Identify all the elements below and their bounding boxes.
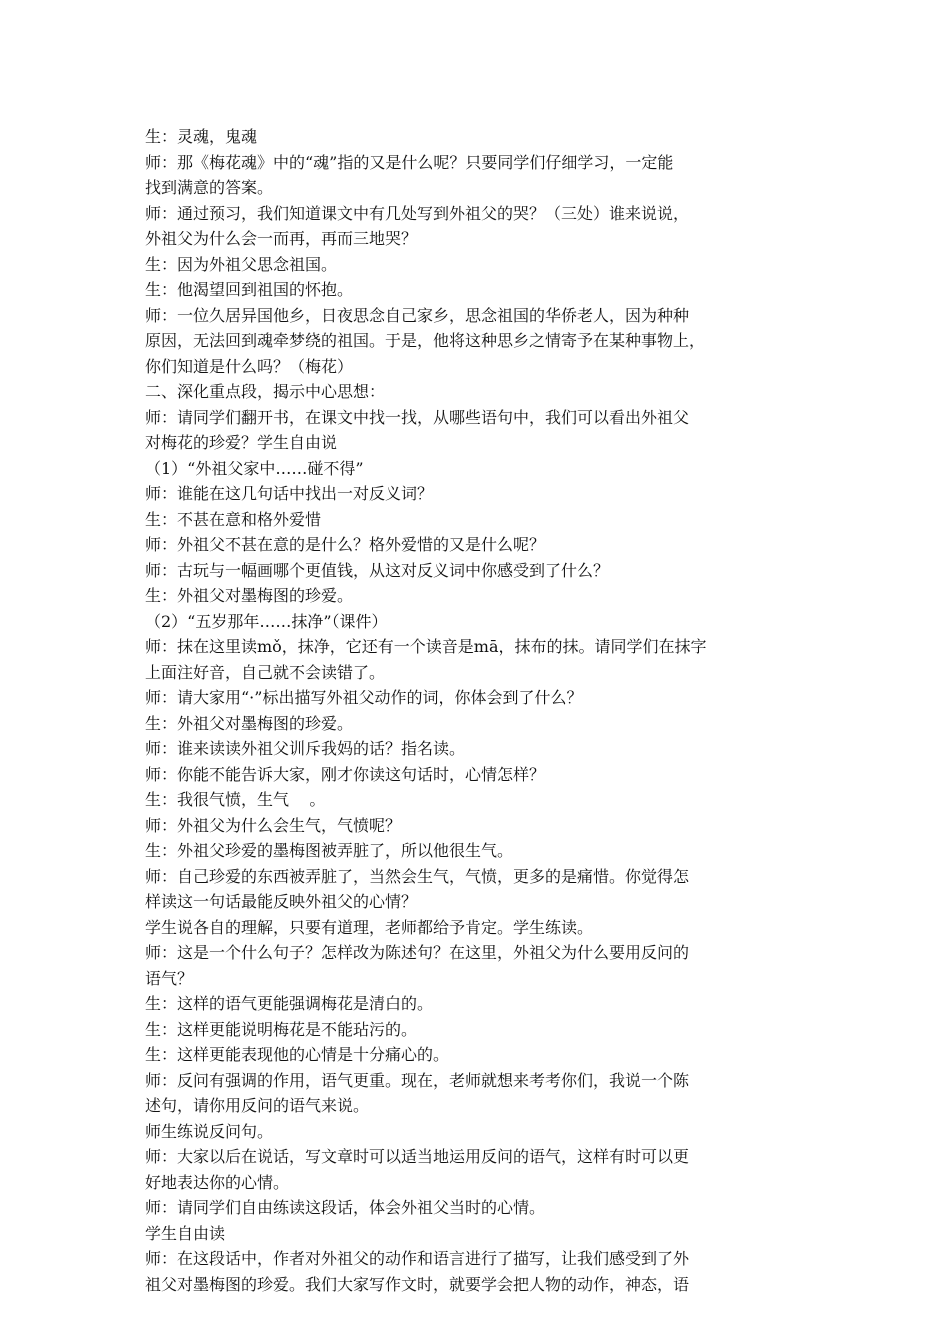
text-line: 师：古玩与一幅画哪个更值钱，从这对反义词中你感受到了什么？ bbox=[145, 560, 610, 580]
text-line: 语气？ bbox=[145, 968, 194, 988]
text-line: 师生练说反问句。 bbox=[145, 1121, 274, 1141]
text-line: 原因，无法回到魂牵梦绕的祖国。于是，他将这种思乡之情寄予在某种事物上， bbox=[145, 331, 706, 350]
document-page bbox=[145, 124, 815, 1297]
text-line: 学生说各自的理解，只要有道理，老师都给予肯定。学生练读。 bbox=[145, 917, 594, 937]
text-line: 师：自己珍爱的东西被弄脏了，当然会生气，气愤，更多的是痛惜。你觉得怎 bbox=[145, 866, 690, 886]
text-line: 生：这样更能说明梅花是不能玷污的。 bbox=[145, 1019, 418, 1039]
text-line: 生：因为外祖父思念祖国。 bbox=[145, 254, 338, 274]
text-line: 外祖父为什么会一而再，再而三地哭？ bbox=[145, 229, 418, 248]
text-line: 师：在这段话中，作者对外祖父的动作和语言进行了描写，让我们感受到了外 bbox=[145, 1249, 690, 1268]
text-line: 对梅花的珍爱？学生自由说 bbox=[145, 433, 338, 452]
text-line: 生：这样更能表现他的心情是十分痛心的。 bbox=[145, 1045, 450, 1064]
text-line: 师：请同学们自由练读这段话，体会外祖父当时的心情。 bbox=[145, 1198, 546, 1217]
text-line: 师：请大家用“·”标出描写外祖父动作的词，你体会到了什么？ bbox=[145, 688, 583, 707]
text-line: 生：这样的语气更能强调梅花是清白的。 bbox=[145, 994, 434, 1013]
text-line: 上面注好音，自己就不会读错了。 bbox=[145, 662, 386, 682]
text-line: 师：反问有强调的作用，语气更重。现在，老师就想来考考你们，我说一个陈 bbox=[145, 1070, 690, 1090]
text-line: 祖父对墨梅图的珍爱。我们大家写作文时，就要学会把人物的动作，神态，语 bbox=[145, 1274, 690, 1294]
text-line: 师：抹在这里读mǒ，抹净，它还有一个读音是mā，抹布的抹。请同学们在抹字 bbox=[145, 637, 707, 656]
text-line: 生：他渴望回到祖国的怀抱。 bbox=[145, 280, 354, 299]
text-line: 生：外祖父对墨梅图的珍爱。 bbox=[145, 586, 354, 605]
text-line: 学生自由读 bbox=[145, 1223, 226, 1243]
text-line: 生：灵魂，鬼魂 bbox=[145, 127, 258, 146]
text-line: 师：谁能在这几句话中找出一对反义词？ bbox=[145, 484, 434, 503]
text-line: 师：一位久居异国他乡，日夜思念自己家乡，思念祖国的华侨老人，因为种种 bbox=[145, 305, 690, 325]
subsection-heading: （2）“五岁那年……抹净”（课件） bbox=[145, 611, 388, 631]
text-line: 生：我很气愤，生气 。 bbox=[145, 790, 326, 809]
text-line: 述句，请你用反问的语气来说。 bbox=[145, 1096, 370, 1115]
section-heading: 二、深化重点段，揭示中心思想： bbox=[145, 382, 386, 401]
text-line: 生：外祖父珍爱的墨梅图被弄脏了，所以他很生气。 bbox=[145, 841, 514, 860]
text-line: 师：这是一个什么句子？怎样改为陈述句？在这里，外祖父为什么要用反问的 bbox=[145, 943, 690, 962]
text-line: 师：大家以后在说话，写文章时可以适当地运用反问的语气，这样有时可以更 bbox=[145, 1147, 690, 1166]
text-line: 好地表达你的心情。 bbox=[145, 1172, 290, 1192]
text-line: 师：请同学们翻开书，在课文中找一找，从哪些语句中，我们可以看出外祖父 bbox=[145, 407, 690, 427]
text-line: 找到满意的答案。 bbox=[145, 178, 274, 197]
text-line: 师：谁来读读外祖父训斥我妈的话？指名读。 bbox=[145, 739, 466, 758]
text-line: 师：你能不能告诉大家，刚才你读这句话时，心情怎样？ bbox=[145, 764, 546, 784]
text-line: 师：那《梅花魂》中的“魂”指的又是什么呢？只要同学们仔细学习，一定能 bbox=[145, 152, 674, 172]
text-line: 生：不甚在意和格外爱惜 bbox=[145, 509, 322, 529]
text-line: 样读这一句话最能反映外祖父的心情？ bbox=[145, 892, 418, 911]
subsection-heading: （1）“外祖父家中……碰不得” bbox=[145, 458, 364, 478]
text-line: 师：通过预习，我们知道课文中有几处写到外祖父的哭？（三处）谁来说说， bbox=[145, 203, 690, 223]
text-line: 生：外祖父对墨梅图的珍爱。 bbox=[145, 713, 354, 733]
text-line: 师：外祖父不甚在意的是什么？格外爱惜的又是什么呢？ bbox=[145, 535, 546, 554]
text-line: 你们知道是什么吗？（梅花） bbox=[145, 356, 354, 376]
text-line: 师：外祖父为什么会生气，气愤呢？ bbox=[145, 815, 402, 835]
